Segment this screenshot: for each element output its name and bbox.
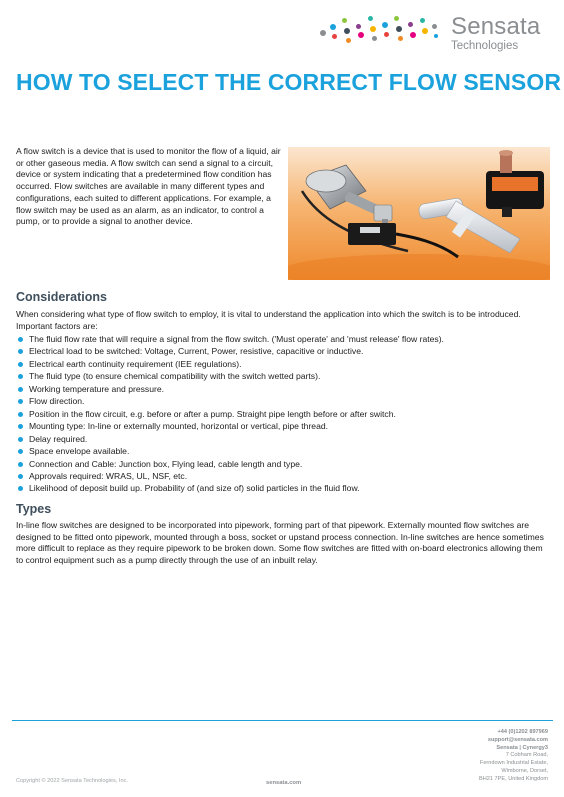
logo-dot	[358, 32, 364, 38]
brand-name: Sensata	[451, 13, 541, 40]
logo-dot	[422, 28, 428, 34]
logo-dot	[330, 24, 336, 30]
list-item: Flow direction.	[16, 395, 548, 407]
considerations-heading: Considerations	[16, 290, 107, 304]
address-line: Ferndown Industrial Estate,	[479, 760, 548, 767]
logo-dot	[342, 18, 347, 23]
list-item: Connection and Cable: Junction box, Flying lead, cable length and type.	[16, 458, 548, 470]
page-title: HOW TO SELECT THE CORRECT FLOW SENSOR	[16, 69, 562, 95]
address-line: Wimborne, Dorset,	[501, 767, 548, 774]
email-link[interactable]: support@sensata.com	[487, 736, 548, 743]
copyright-text: Copyright © 2022 Sensata Technologies, Inc.	[16, 778, 128, 784]
logo-dot	[346, 38, 351, 43]
website-link[interactable]: sensata.com	[266, 780, 302, 786]
logo-dots	[318, 12, 443, 42]
logo-dot	[434, 34, 438, 38]
logo-dot	[420, 18, 425, 23]
list-item: Position in the flow circuit, e.g. before or after a pump. Straight pipe length before or after switch.	[16, 408, 548, 420]
logo-dot	[372, 36, 377, 41]
logo-dot	[344, 28, 350, 34]
footer-divider	[12, 720, 553, 721]
list-item: Mounting type: In-line or externally mounted, horizontal or vertical, pipe thread.	[16, 420, 548, 432]
list-item: Space envelope available.	[16, 445, 548, 457]
logo-dot	[356, 24, 361, 29]
list-item: Approvals required: WRAS, UL, NSF, etc.	[16, 470, 548, 482]
address-line: 7 Cobham Road,	[505, 752, 548, 759]
logo-dot	[382, 22, 388, 28]
types-paragraph: In-line flow switches are designed to be incorporated into pipework, forming part of that pipework. Externally mounted flow switches are designed to be fitted onto pipework, mounted through a boss, socket or upstand process connection. In-line switches are hence sometimes more difficult to replace as they require pipework to be broken down. Some flow switches are fitted with on-board electronics allowing them to control equipment such as a pump directly through the use of an inbuilt relay.	[16, 520, 544, 566]
list-item: Electrical earth continuity requirement (IEE regulations).	[16, 358, 548, 370]
flow-switch-illustration	[288, 147, 550, 280]
logo-dot	[396, 26, 402, 32]
logo-dot	[410, 32, 416, 38]
considerations-list	[16, 333, 548, 495]
contact-block	[479, 729, 548, 784]
considerations-intro: When considering what type of flow switch to employ, it is vital to understand the application into which the switch is to be introduced. Important factors are:	[16, 309, 521, 331]
types-heading: Types	[16, 502, 52, 516]
logo-dot	[432, 24, 437, 29]
sensata-logo[interactable]	[318, 12, 558, 56]
company-name: Sensata | Cynergy3	[496, 744, 548, 751]
logo-dot	[408, 22, 413, 27]
list-item: Working temperature and pressure.	[16, 383, 548, 395]
intro-paragraph: A flow switch is a device that is used to monitor the flow of a liquid, air or other gaseous media. A flow switch can send a signal to a circuit, device or system indicating that a predetermined flow condition has occurred. Flow switches are available in many different types and configurations, each suited to different applications. For example, a flow switch may be used as an alarm, as an indicator, to control a pump, or to provide a signal to another device.	[16, 146, 281, 227]
brand-subtitle: Technologies	[451, 40, 519, 52]
logo-dot	[370, 26, 376, 32]
list-item: Electrical load to be switched: Voltage, Current, Power, resistive, capacitive or inductive.	[16, 345, 548, 357]
address-line: BH21 7PE, United Kingdom	[478, 775, 548, 782]
phone-number[interactable]: +44 (0)1202 897969	[497, 729, 548, 735]
logo-dot	[332, 34, 337, 39]
logo-dot	[394, 16, 399, 21]
logo-dot	[398, 36, 403, 41]
list-item: Likelihood of deposit build up. Probability of (and size of) solid particles in the fluid flow.	[16, 482, 548, 494]
logo-dot	[320, 30, 326, 36]
logo-dot	[384, 32, 389, 37]
list-item: The fluid flow rate that will require a signal from the flow switch. ('Must operate' and 'must release' flow rates).	[16, 333, 548, 345]
logo-dot	[368, 16, 373, 21]
list-item: Delay required.	[16, 433, 548, 445]
list-item: The fluid type (to ensure chemical compatibility with the switch wetted parts).	[16, 370, 548, 382]
product-photo	[288, 147, 550, 280]
